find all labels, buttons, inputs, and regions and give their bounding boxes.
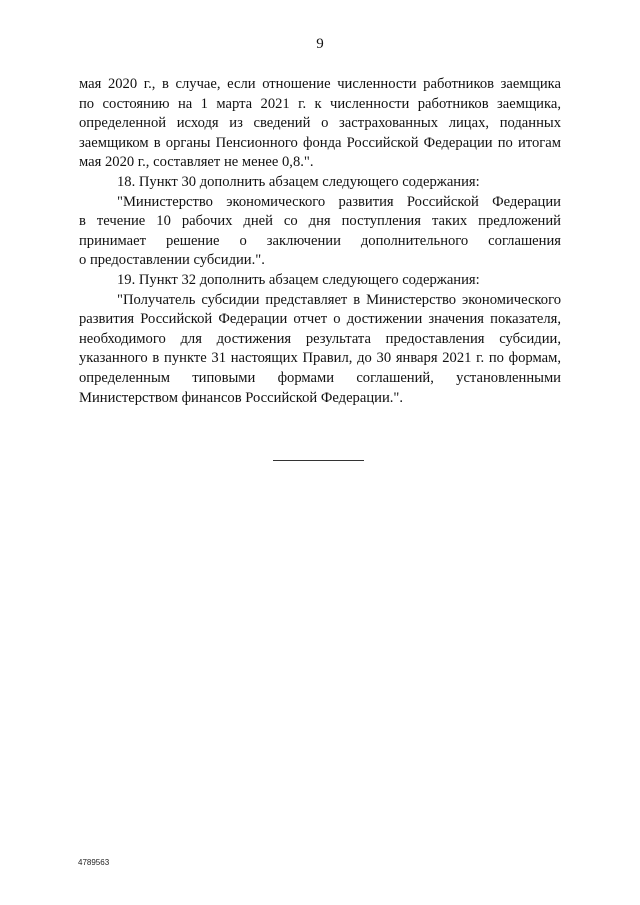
text-line: 19. Пункт 32 дополнить абзацем следующего содержания: xyxy=(117,271,480,288)
paragraph-item-19 xyxy=(79,271,561,291)
text-line: мая 2020 г., составляет не менее 0,8.". xyxy=(79,154,314,171)
text-line: заемщиком в органы Пенсионного фонда Российской Федерации по итогам xyxy=(79,134,561,151)
text-line: определенной исходя из сведений о застрахованных лицах, поданных xyxy=(79,115,561,132)
paragraph-quote-recipient xyxy=(79,291,561,409)
text-line: Министерством финансов Российской Федерации.". xyxy=(79,389,404,406)
text-line: "Получатель субсидии представляет в Министерство экономического xyxy=(117,291,561,308)
text-line: о предоставлении субсидии.". xyxy=(79,252,265,269)
text-line: развития Российской Федерации отчет о достижении значения показателя, xyxy=(79,311,561,328)
paragraph-quote-ministry xyxy=(79,193,561,271)
text-line: "Министерство экономического развития Российской Федерации xyxy=(117,193,561,210)
text-line: необходимого для достижения результата предоставления субсидии, xyxy=(79,330,561,347)
text-line: указанного в пункте 31 настоящих Правил, до 30 января 2021 г. по формам, xyxy=(79,350,561,367)
text-line: мая 2020 г., в случае, если отношение численности работников заемщика xyxy=(79,76,561,92)
document-code: 4789563 xyxy=(78,858,110,867)
document-body xyxy=(79,75,561,408)
text-line: в течение 10 рабочих дней со дня поступления таких предложений xyxy=(79,213,561,230)
text-line: по состоянию на 1 марта 2021 г. к численности работников заемщика, xyxy=(79,95,561,112)
end-separator-line xyxy=(273,460,364,461)
text-line: определенным типовыми формами соглашений, установленными xyxy=(79,369,561,386)
text-line: принимает решение о заключении дополнительного соглашения xyxy=(79,232,561,249)
paragraph-item-18 xyxy=(79,173,561,193)
paragraph-continuation xyxy=(79,75,561,173)
page-number: 9 xyxy=(316,36,324,52)
text-line: 18. Пункт 30 дополнить абзацем следующего содержания: xyxy=(117,173,480,190)
